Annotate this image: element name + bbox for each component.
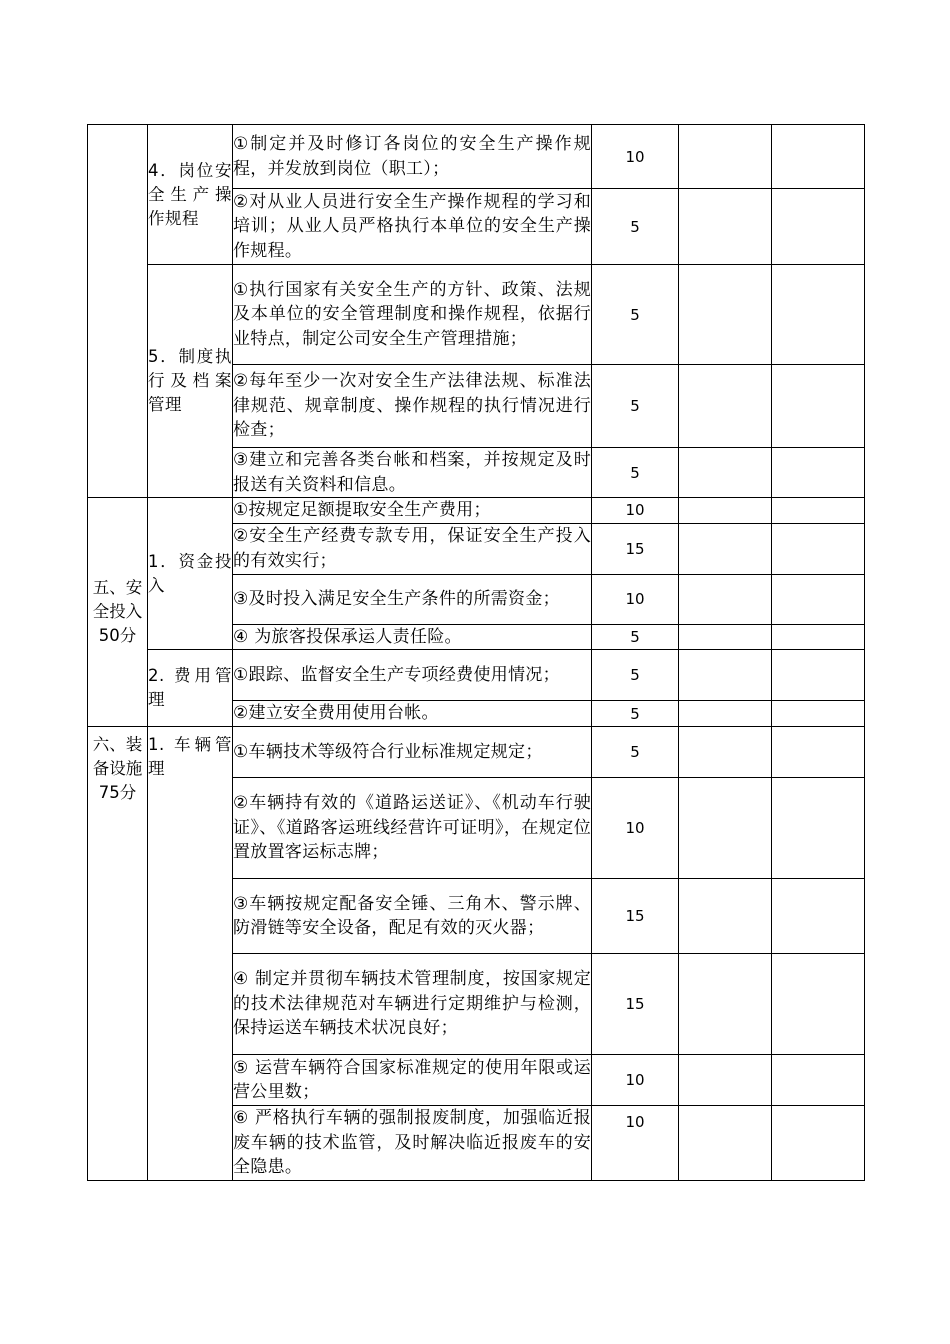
remark-cell (772, 365, 865, 448)
remark-cell (772, 727, 865, 778)
self-score-cell (679, 727, 772, 778)
self-score-cell (679, 125, 772, 189)
remark-cell (772, 265, 865, 365)
remark-cell (772, 523, 865, 574)
standard-score-cell: 10 (592, 1106, 679, 1181)
criteria-cell: ③车辆按规定配备安全锤、三角木、警示牌、防滑链等安全设备，配足有效的灭火器； (233, 879, 592, 954)
sub-category-cell: 1. 车辆管理 (148, 727, 233, 1181)
self-score-cell (679, 265, 772, 365)
self-score-cell (679, 624, 772, 650)
standard-score-cell: 5 (592, 650, 679, 701)
remark-cell (772, 189, 865, 265)
criteria-cell: ④ 为旅客投保承运人责任险。 (233, 624, 592, 650)
self-score-cell (679, 778, 772, 879)
standard-score-cell: 10 (592, 1055, 679, 1106)
self-score-cell (679, 650, 772, 701)
standard-score-cell: 5 (592, 701, 679, 727)
remark-cell (772, 1106, 865, 1181)
standard-score-cell: 10 (592, 125, 679, 189)
self-score-cell (679, 1055, 772, 1106)
sub-category-cell: 4．岗位安全生产操作规程 (148, 125, 233, 265)
standard-score-cell: 5 (592, 265, 679, 365)
criteria-cell: ①按规定足额提取安全生产费用； (233, 498, 592, 524)
major-category-cell: 五、安全投入50分 (88, 498, 148, 727)
criteria-cell: ①执行国家有关安全生产的方针、政策、法规及本单位的安全管理制度和操作规程，依据行业特点，制定公司安全生产管理措施； (233, 265, 592, 365)
table-row (88, 727, 865, 778)
sub-category-cell: 2. 费用管理 (148, 650, 233, 727)
self-score-cell (679, 574, 772, 624)
self-score-cell (679, 498, 772, 524)
remark-cell (772, 954, 865, 1055)
standard-score-cell: 5 (592, 624, 679, 650)
remark-cell (772, 574, 865, 624)
remark-cell (772, 448, 865, 498)
remark-cell (772, 624, 865, 650)
self-score-cell (679, 1106, 772, 1181)
criteria-cell: ①车辆技术等级符合行业标准规定规定； (233, 727, 592, 778)
sub-category-cell: 1．资金投入 (148, 498, 233, 650)
criteria-cell: ②安全生产经费专款专用，保证安全生产投入的有效实行； (233, 523, 592, 574)
criteria-cell: ②对从业人员进行安全生产操作规程的学习和培训；从业人员严格执行本单位的安全生产操作规程。 (233, 189, 592, 265)
criteria-cell: ②车辆持有效的《道路运送证》、《机动车行驶证》、《道路客运班线经营许可证明》，在规定位置放置客运标志牌； (233, 778, 592, 879)
remark-cell (772, 1055, 865, 1106)
self-score-cell (679, 448, 772, 498)
remark-cell (772, 879, 865, 954)
remark-cell (772, 125, 865, 189)
standard-score-cell: 15 (592, 879, 679, 954)
standard-score-cell: 5 (592, 189, 679, 265)
major-category-cell: 六、装备设施75分 (88, 727, 148, 1181)
self-score-cell (679, 189, 772, 265)
criteria-cell: ⑤ 运营车辆符合国家标准规定的使用年限或运营公里数； (233, 1055, 592, 1106)
standard-score-cell: 5 (592, 727, 679, 778)
criteria-cell: ②每年至少一次对安全生产法律法规、标准法律规范、规章制度、操作规程的执行情况进行检查； (233, 365, 592, 448)
standard-score-cell: 10 (592, 498, 679, 524)
criteria-cell: ②建立安全费用使用台帐。 (233, 701, 592, 727)
self-score-cell (679, 879, 772, 954)
remark-cell (772, 778, 865, 879)
table-row (88, 498, 865, 524)
criteria-cell: ①制定并及时修订各岗位的安全生产操作规程，并发放到岗位（职工）； (233, 125, 592, 189)
remark-cell (772, 650, 865, 701)
evaluation-table (87, 124, 865, 1181)
criteria-cell: ③及时投入满足安全生产条件的所需资金； (233, 574, 592, 624)
remark-cell (772, 701, 865, 727)
standard-score-cell: 10 (592, 778, 679, 879)
standard-score-cell: 5 (592, 365, 679, 448)
remark-cell (772, 498, 865, 524)
self-score-cell (679, 701, 772, 727)
self-score-cell (679, 954, 772, 1055)
standard-score-cell: 10 (592, 574, 679, 624)
criteria-cell: ③建立和完善各类台帐和档案，并按规定及时报送有关资料和信息。 (233, 448, 592, 498)
standard-score-cell: 15 (592, 954, 679, 1055)
self-score-cell (679, 365, 772, 448)
table-row (88, 265, 865, 365)
standard-score-cell: 15 (592, 523, 679, 574)
self-score-cell (679, 523, 772, 574)
major-category-cell (88, 125, 148, 498)
sub-category-cell: 5．制度执行及档案管理 (148, 265, 233, 498)
standard-score-cell: 5 (592, 448, 679, 498)
criteria-cell: ④ 制定并贯彻车辆技术管理制度，按国家规定的技术法律规范对车辆进行定期维护与检测，保持运送车辆技术状况良好； (233, 954, 592, 1055)
table-row (88, 125, 865, 189)
criteria-cell: ⑥ 严格执行车辆的强制报废制度，加强临近报废车辆的技术监管，及时解决临近报废车的安全隐患。 (233, 1106, 592, 1181)
table-row (88, 650, 865, 701)
criteria-cell: ①跟踪、监督安全生产专项经费使用情况； (233, 650, 592, 701)
